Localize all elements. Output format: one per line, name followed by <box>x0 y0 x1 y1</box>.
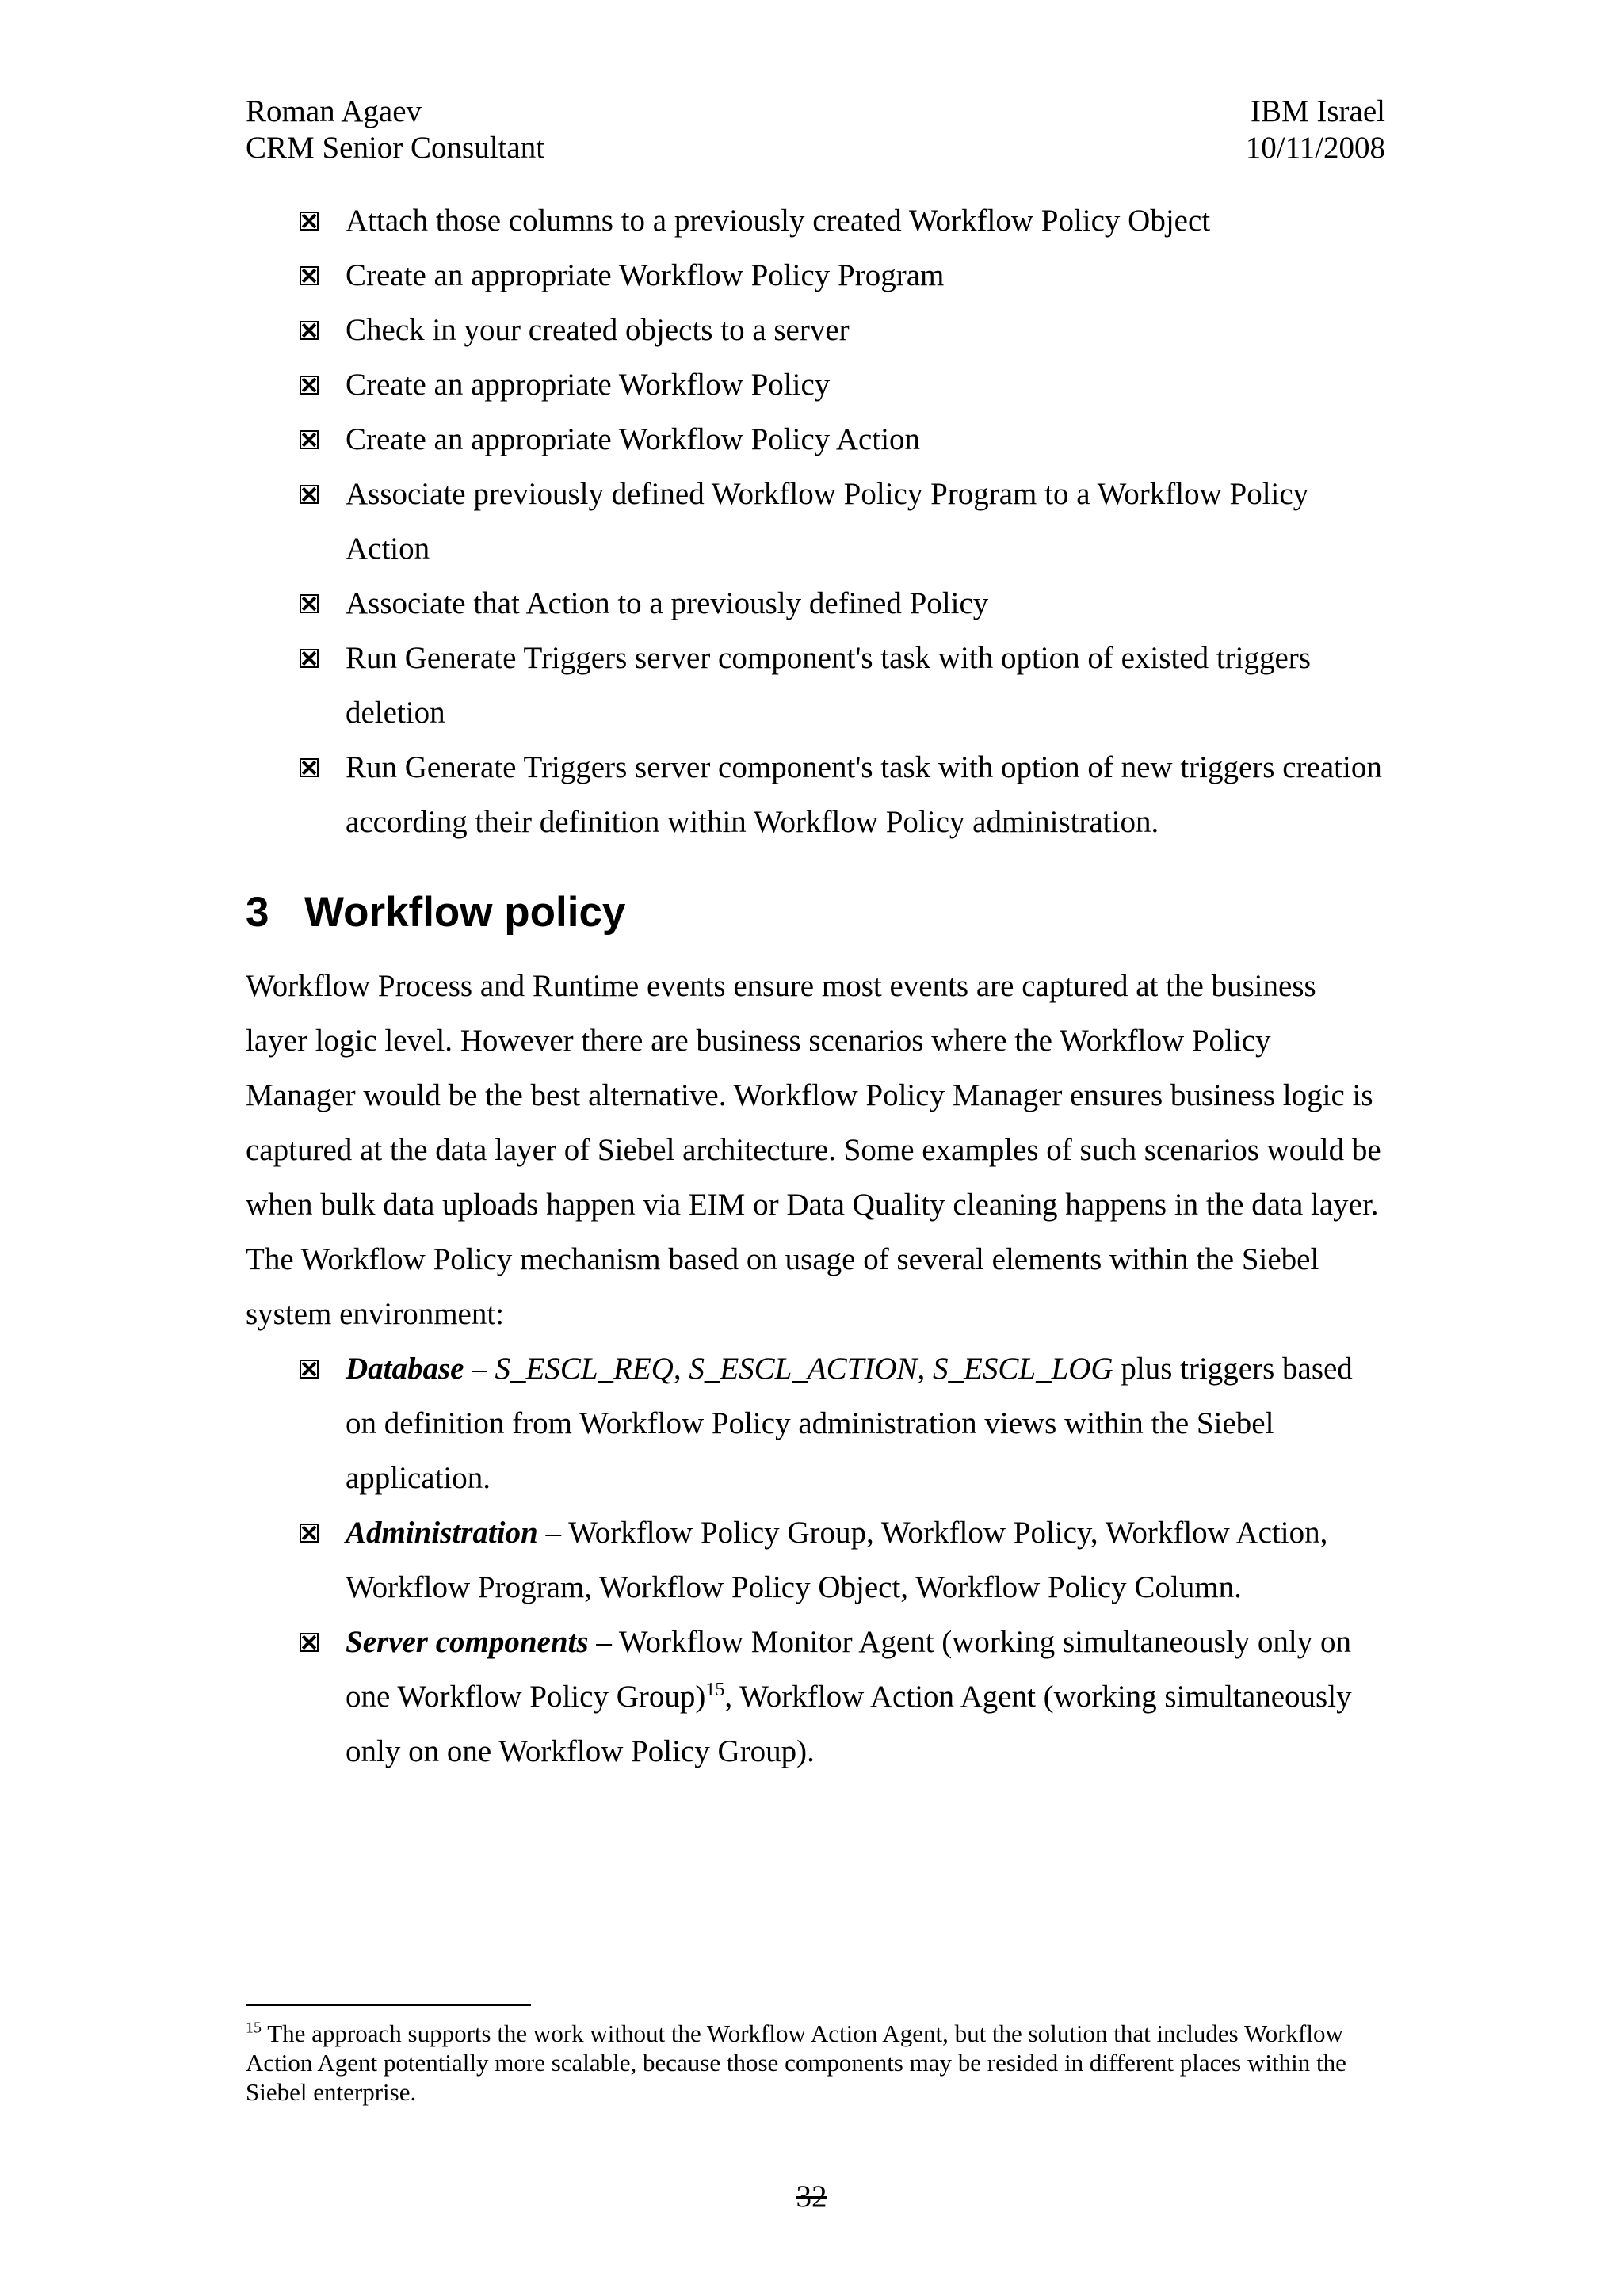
list-item: Create an appropriate Workflow Policy Program <box>246 248 1385 303</box>
checkbox-x-icon <box>300 212 319 231</box>
page-number: 32 <box>796 2180 827 2214</box>
page-header <box>246 93 1385 166</box>
header-company: IBM Israel <box>1250 94 1385 128</box>
footnote-number: 15 <box>246 2019 262 2037</box>
list-item: Run Generate Triggers server component's task with option of new triggers creation according their definition within Workflow Policy administration. <box>246 740 1385 849</box>
checkbox-x-icon <box>300 594 319 613</box>
checkbox-x-icon <box>300 758 319 777</box>
checkbox-x-icon <box>300 376 319 395</box>
list-item: Check in your created objects to a server <box>246 303 1385 357</box>
checkbox-x-icon <box>300 485 319 504</box>
header-role: CRM Senior Consultant <box>246 131 545 165</box>
element-term: Administration <box>346 1516 538 1550</box>
checkbox-x-icon <box>300 1524 319 1543</box>
section-heading <box>246 889 1385 936</box>
paragraph-mechanism: The Workflow Policy mechanism based on usage of several elements within the Siebel system environment: <box>246 1242 1319 1331</box>
footnote-separator <box>246 2004 531 2006</box>
list-item: Database – S_ESCL_REQ, S_ESCL_ACTION, S_ESCL_LOG plus triggers based on definition from Workflow Policy administration views within the Siebel application. <box>246 1341 1385 1505</box>
list-item: Create an appropriate Workflow Policy Action <box>246 412 1385 467</box>
element-term: Server components <box>346 1625 589 1659</box>
checkbox-x-icon <box>300 266 319 285</box>
steps-list <box>246 193 1385 849</box>
section-title: Workflow policy <box>304 889 626 936</box>
list-item: Administration – Workflow Policy Group, Workflow Policy, Workflow Action, Workflow Program, Workflow Policy Object, Workflow Policy Column. <box>246 1505 1385 1615</box>
list-item: Run Generate Triggers server component's task with option of existed triggers deletion <box>246 631 1385 740</box>
checkbox-x-icon <box>300 1633 319 1652</box>
list-item: Attach those columns to a previously created Workflow Policy Object <box>246 193 1385 248</box>
checkbox-x-icon <box>300 430 319 449</box>
paragraph-intro: Workflow Process and Runtime events ensure most events are captured at the business layer logic level. However there are business scenarios where the Workflow Policy Manager would be the best alternative. Workflow Policy Manager ensures business logic is captured at the data layer of Siebel architecture. Some examples of such scenarios would be when bulk data uploads happen via EIM or Data Quality cleaning happens in the data layer. <box>246 969 1381 1222</box>
checkbox-x-icon <box>300 649 319 668</box>
elements-list <box>246 1341 1385 1779</box>
footnote <box>246 2019 1385 2107</box>
list-item: Associate previously defined Workflow Policy Program to a Workflow Policy Action <box>246 467 1385 576</box>
checkbox-x-icon <box>300 1360 319 1379</box>
page-body <box>246 193 1385 1779</box>
checkbox-x-icon <box>300 321 319 340</box>
header-author: Roman Agaev <box>246 94 422 128</box>
section-number: 3 <box>246 889 269 936</box>
table-names: S_ESCL_REQ, S_ESCL_ACTION, S_ESCL_LOG <box>495 1352 1113 1386</box>
list-item: Server components – Workflow Monitor Agent (working simultaneously only on one Workflow Policy Group)$^{15}$, Workflow Action Agent (working simultaneously only on one Workflow Policy Group). <box>246 1615 1385 1779</box>
element-term: Database <box>346 1352 464 1386</box>
header-date: 10/11/2008 <box>1245 131 1385 165</box>
list-item: Create an appropriate Workflow Policy <box>246 357 1385 412</box>
footnote-text: The approach supports the work without the Workflow Action Agent, but the solution that includes Workflow Action Agent potentially more scalable, because those components may be resided in different places within the Siebel enterprise. <box>246 2019 1346 2106</box>
list-item: Associate that Action to a previously defined Policy <box>246 576 1385 631</box>
footnote-reference[interactable]: 15 <box>705 1680 725 1700</box>
